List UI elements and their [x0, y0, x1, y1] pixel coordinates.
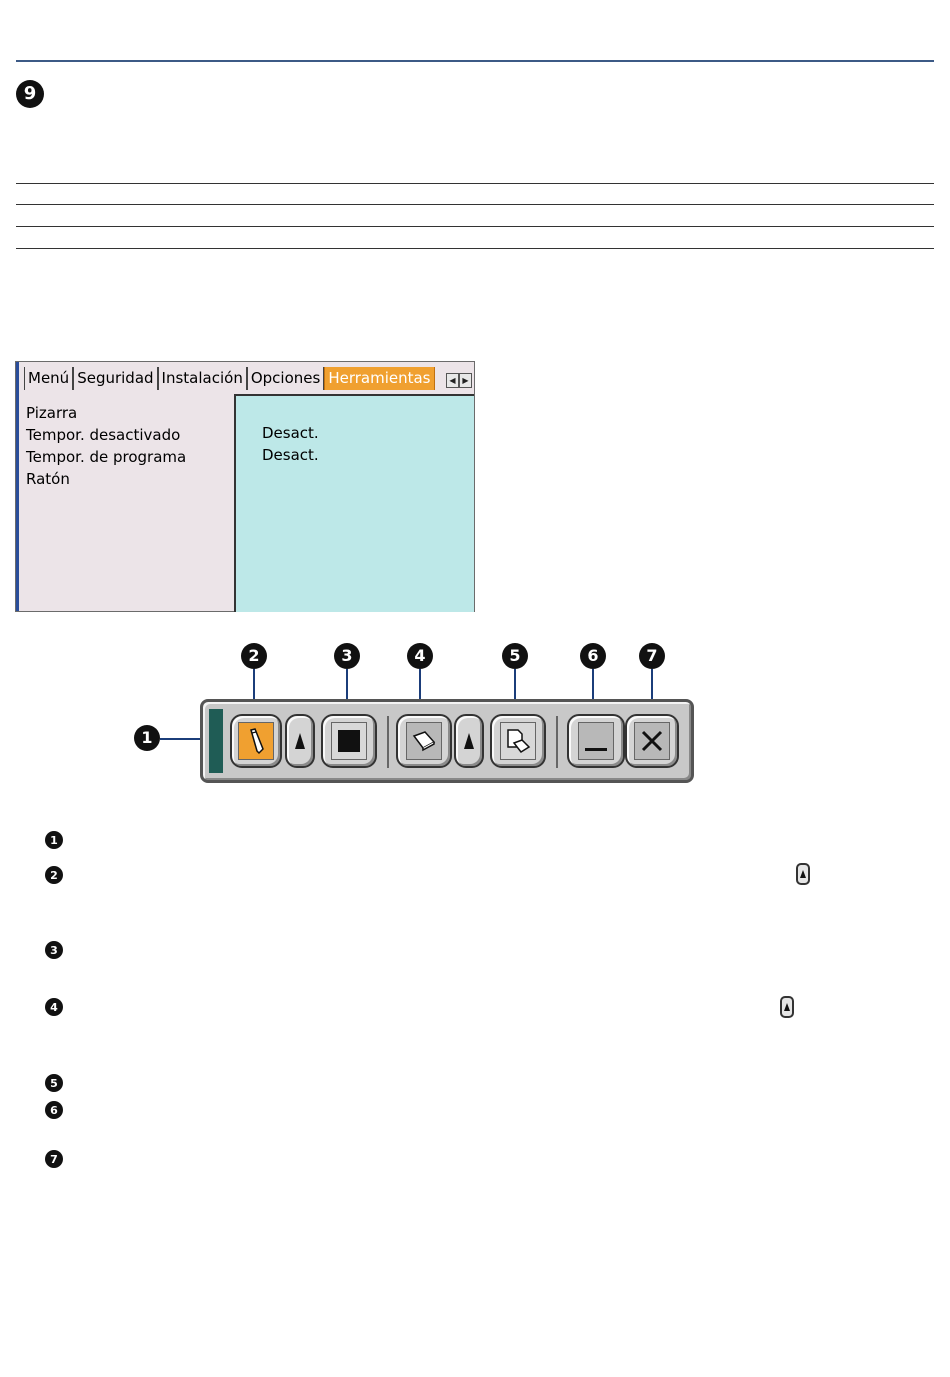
scroll-right-icon[interactable]: ▶: [459, 373, 472, 388]
toolbar-grip-handle[interactable]: [209, 709, 223, 773]
close-icon: [634, 722, 670, 760]
menu-item-list: [26, 402, 186, 490]
pen-button[interactable]: [230, 714, 282, 768]
table-rule-3: [16, 226, 934, 227]
legend-badge-2: 2: [45, 866, 63, 884]
legend-badge-1: 1: [45, 831, 63, 849]
menu-item-tempor-programa[interactable]: Tempor. de programa: [26, 448, 187, 466]
menu-item-tempor-desactivado[interactable]: Tempor. desactivado: [26, 426, 181, 444]
callout-badge-4: 4: [407, 643, 433, 669]
minimize-icon: [578, 722, 614, 760]
tools-menu-window: [15, 361, 475, 612]
legend-badge-3: 3: [45, 941, 63, 959]
menu-tabs: [24, 367, 435, 392]
callout-badge-2: 2: [241, 643, 267, 669]
close-button[interactable]: [625, 714, 679, 768]
legend-badge-7: 7: [45, 1150, 63, 1168]
menu-left-stripe: [16, 362, 19, 611]
eraser-options-button[interactable]: [454, 714, 484, 768]
menu-value-panel: [234, 394, 474, 612]
value-tempor-programa: Desact.: [262, 446, 319, 464]
menu-item-pizarra[interactable]: Pizarra: [26, 404, 78, 422]
toolbar-separator-1: [387, 716, 389, 768]
callout-badge-3: 3: [334, 643, 360, 669]
legend-badge-5: 5: [45, 1074, 63, 1092]
tab-menu[interactable]: Menú: [24, 367, 73, 390]
menu-item-raton[interactable]: Ratón: [26, 470, 70, 488]
pen-icon: [238, 722, 274, 760]
toolbar-separator-2: [556, 716, 558, 768]
header-rule: [16, 60, 934, 62]
minimize-button[interactable]: [567, 714, 625, 768]
callout-badge-5: 5: [502, 643, 528, 669]
clear-icon: [500, 722, 536, 760]
color-square-icon: [331, 722, 367, 760]
color-button[interactable]: [321, 714, 377, 768]
scroll-left-icon[interactable]: ◀: [446, 373, 459, 388]
table-rule-2: [16, 204, 934, 205]
tab-scroll-arrows: [446, 373, 472, 388]
clear-button[interactable]: [490, 714, 546, 768]
table-rule-4: [16, 248, 934, 249]
tab-seguridad[interactable]: Seguridad: [73, 367, 157, 390]
callout-badge-1: 1: [134, 725, 160, 751]
section-badge: 9: [16, 80, 44, 108]
tab-instalacion[interactable]: Instalación: [158, 367, 247, 390]
callout-badge-6: 6: [580, 643, 606, 669]
pen-options-button[interactable]: [285, 714, 315, 768]
eraser-button[interactable]: [396, 714, 452, 768]
triangle-icon: [462, 730, 476, 752]
tab-opciones[interactable]: Opciones: [247, 367, 324, 390]
tab-herramientas[interactable]: Herramientas: [324, 367, 434, 390]
value-tempor-desactivado: Desact.: [262, 424, 319, 442]
callout-badge-7: 7: [639, 643, 665, 669]
legend-badge-4: 4: [45, 998, 63, 1016]
legend-badge-6: 6: [45, 1101, 63, 1119]
drawing-toolbar: [200, 699, 694, 783]
triangle-icon: [796, 863, 810, 885]
triangle-icon: [293, 730, 307, 752]
triangle-icon: [780, 996, 794, 1018]
table-rule-1: [16, 183, 934, 184]
eraser-icon: [406, 722, 442, 760]
